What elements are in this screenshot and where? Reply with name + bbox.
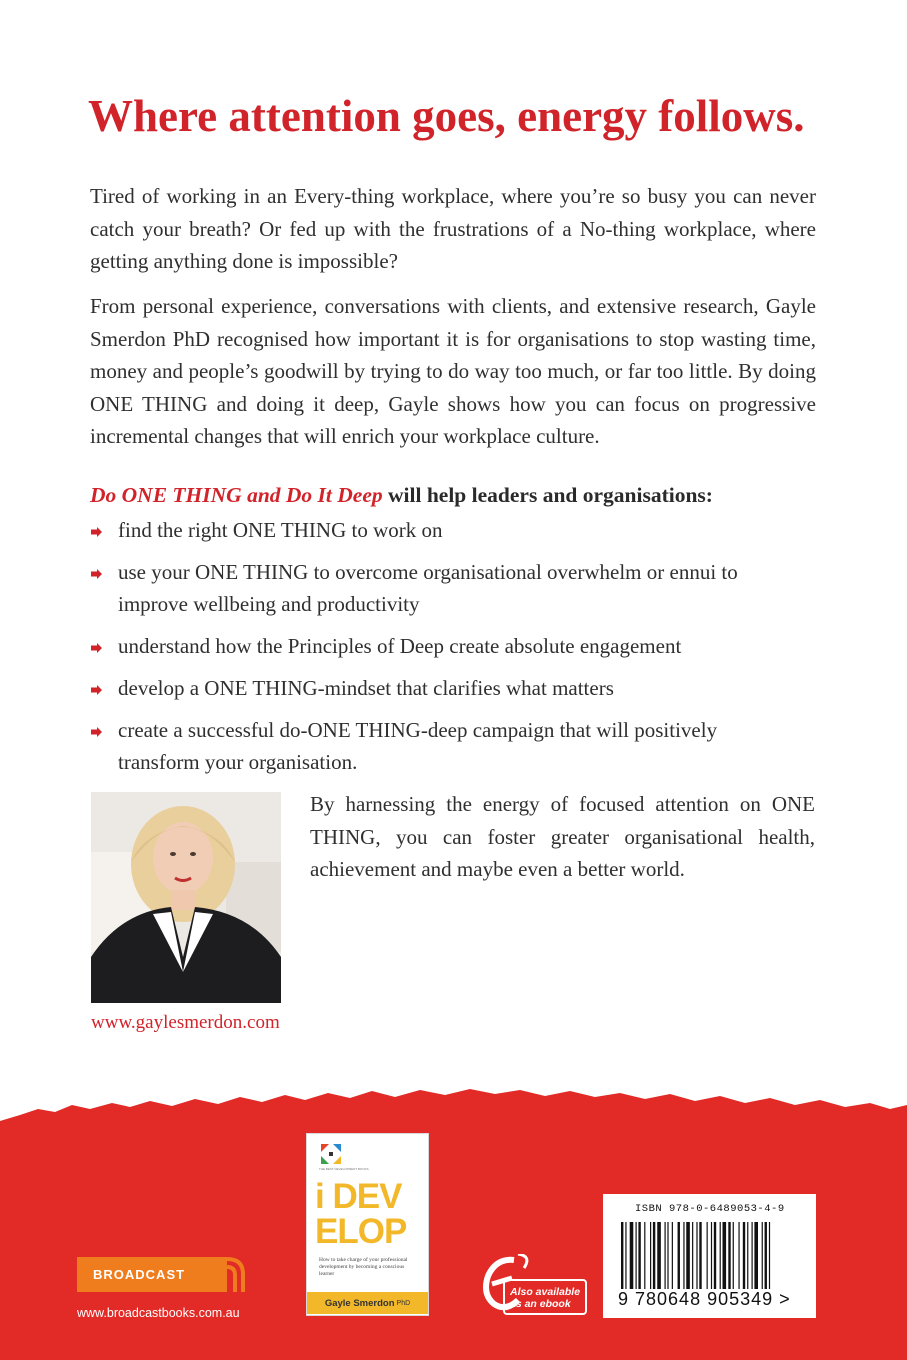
arrow-bullet-icon [90,685,102,695]
benefits-lead-text: will help leaders and organisations: [382,483,713,507]
list-item-text: understand how the Principles of Deep create absolute engagement [118,634,682,658]
publisher-stripes-icon [219,1257,245,1292]
list-item [90,630,790,662]
author-portrait-image [91,792,281,1003]
other-book-tagline: THE BEST DEVELOPMENT BOOKS [319,1167,369,1171]
isbn-label: ISBN 978-0-6489053-4-9 [635,1203,785,1215]
barcode-bars [621,1222,803,1298]
arrow-bullet-icon [90,569,102,579]
description-paragraph: From personal experience, conversations with clients, and extensive research, Gayle Smerdon PhD recognised how important it is for organisations to stop wasting time, money and people’s goodwill by trying to do way too much, or far too little. By doing ONE THING and doing it deep, Gayle shows how you can focus on progressive incremental changes that will enrich your workplace culture. [90,294,816,449]
author-website-link[interactable]: www.gaylesmerdon.com [91,1012,280,1033]
headline: Where attention goes, energy follows. [88,91,805,141]
other-book-title-line1: i DEV [315,1177,402,1216]
list-item-text: find the right ONE THING to work on [118,518,443,542]
publisher-logo [77,1257,227,1292]
other-book-author: Gayle Smerdon [324,1297,395,1309]
list-item [90,556,790,620]
benefits-lead [90,480,830,510]
intro-paragraph: Tired of working in an Every-thing workplace, where you’re so busy you can never catch your breath? Or fed up with the frustrations of a No-thing workplace, where getting anything done is impossible? [90,184,816,274]
arrow-bullet-icon [90,727,102,737]
publisher-logo-text: BROADCAST [93,1267,186,1282]
other-book-title-line2: ELOP [315,1212,407,1251]
list-item-text: create a successful do-ONE THING-deep campaign that will positively transform your organisation. [118,718,718,774]
book-title-italic: Do ONE THING and Do It Deep [90,483,383,507]
list-item [90,514,790,546]
list-item-text: use your ONE THING to overcome organisational overwhelm or ennui to improve wellbeing and productivity [118,560,738,616]
other-book-subtitle: How to take charge of your professional development by becoming a conscious learner [319,1257,408,1277]
list-item-text: develop a ONE THING-mindset that clarifies what matters [118,676,614,700]
arrows-logo-icon [319,1142,343,1166]
other-book-cover [306,1133,429,1316]
publisher-website-link[interactable]: www.broadcastbooks.com.au [77,1306,240,1320]
author-photo [91,792,281,1003]
arrow-bullet-icon [90,643,102,653]
barcode [603,1194,816,1318]
closing-paragraph: By harnessing the energy of focused attention on ONE THING, you can foster greater organisational health, achievement and maybe even a better world. [310,792,815,881]
list-item [90,672,790,704]
barcode-digits: 9 780648 905349 > [618,1289,791,1309]
arrow-bullet-icon [90,527,102,537]
other-book-author-bar [307,1292,428,1314]
list-item [90,714,790,778]
other-book-author-suffix: PhD [396,1299,411,1307]
ebook-label-line2: as an ebook [510,1298,571,1310]
benefits-list [90,514,790,788]
ebook-label-line1: Also available [510,1286,581,1298]
ebook-label [510,1286,586,1310]
ebook-badge [478,1254,588,1318]
